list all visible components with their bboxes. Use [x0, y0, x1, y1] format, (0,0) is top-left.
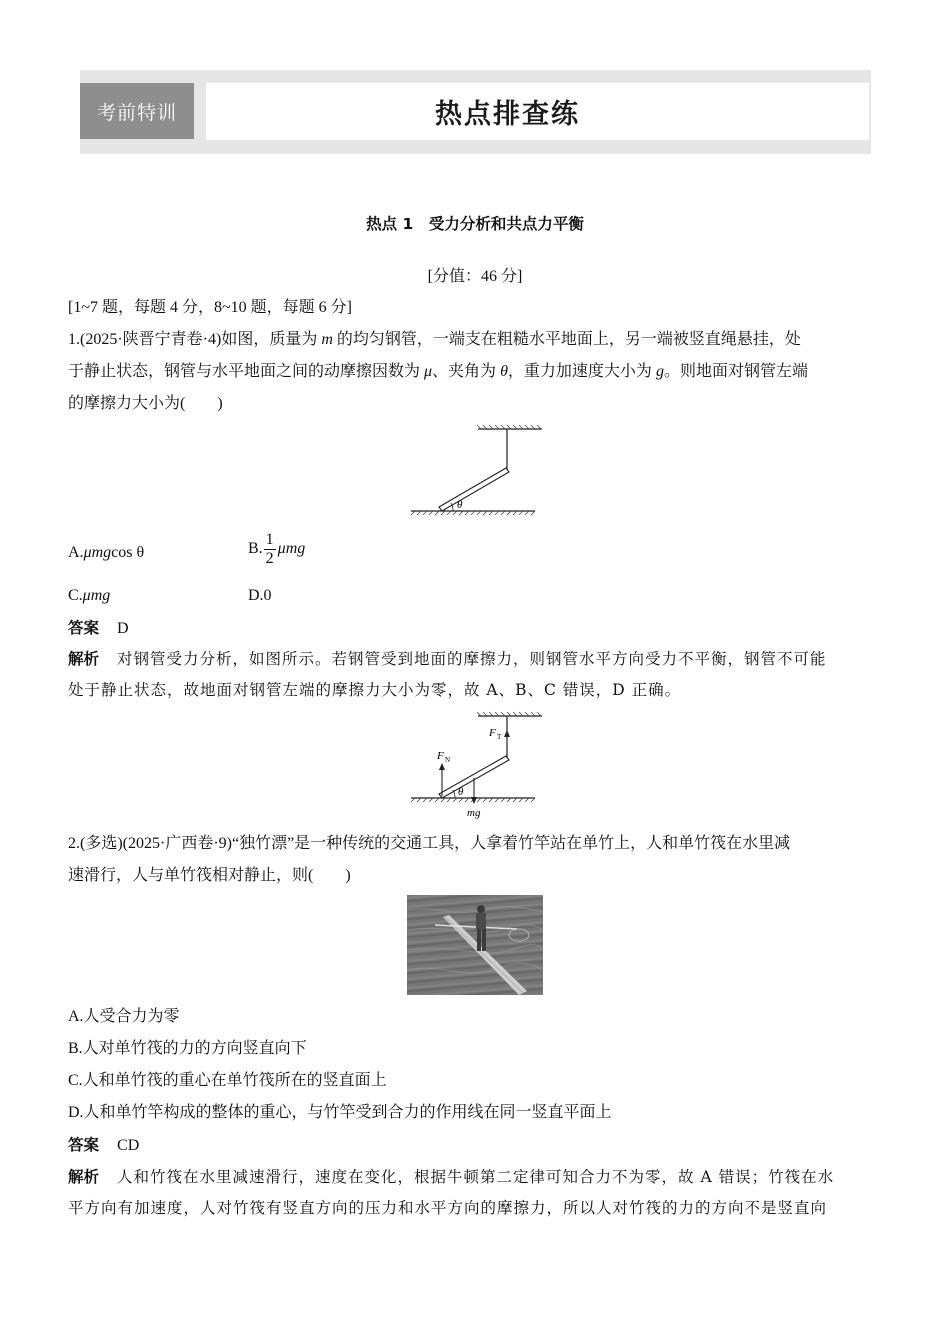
force-label-normal: F — [437, 750, 444, 762]
q2-option-b: B.人对单竹筏的力的方向竖直向下 — [68, 1040, 307, 1057]
q1-stem-line-3: 的摩擦力大小为( ) — [68, 395, 223, 412]
force-label-tension-sub: T — [497, 733, 502, 741]
q2-option-c: C.人和单竹筏的重心在单竹筏所在的竖直面上 — [68, 1072, 387, 1089]
q1-stem-line-1: 1.(2025·陕晋宁青卷·4)如图，质量为 m 的均匀钢管，一端支在粗糙水平地面上，另一端被竖直绳悬挂，处 — [68, 331, 801, 348]
q2-stem-line-1: 2.(多选)(2025·广西卷·9)“独竹漂”是一种传统的交通工具，人拿着竹竿站在单竹上，人和单竹筏在水里减 — [68, 835, 791, 852]
score-info: [分值：46 分] — [427, 268, 523, 285]
q2-option-a: A.人受合力为零 — [68, 1008, 180, 1025]
q1-option-b-fraction: $\frac{1}{2}$ — [265, 531, 274, 567]
q1-analysis-line-1: 解析 对钢管受力分析，如图所示。若钢管受到地面的摩擦力，则钢管水平方向受力不平衡，钢管不可能 — [68, 650, 827, 668]
q1-option-d: D.0 — [248, 587, 272, 604]
force-label-tension: F — [489, 727, 496, 739]
page-title: 热点排查练 — [435, 99, 580, 130]
q1-option-a: A.μmgcos θ — [68, 544, 145, 561]
q1-option-b: B. $\frac{1}{2}$ μmg — [248, 531, 306, 567]
q2-photo-bamboo-rafting — [407, 895, 543, 995]
force-diagram-theta: θ — [458, 786, 464, 798]
q1-stem-line-2: 于静止状态，钢管与水平地面之间的动摩擦因数为 μ、夹角为 θ，重力加速度大小为 g。则地面对钢管左端 — [68, 363, 808, 380]
q2-photo-scene — [407, 895, 543, 995]
q1-analysis-line-2: 处于静止状态，故地面对钢管左端的摩擦力大小为零，故 A、B、C 错误，D 正确。 — [68, 681, 682, 699]
q1-figure-theta: θ — [457, 499, 463, 511]
q1-force-diagram — [405, 708, 545, 822]
force-label-gravity: mg — [467, 807, 481, 819]
q2-analysis-line-1: 解析 人和竹筏在水里减速滑行，速度在变化，根据牛顿第二定律可知合力不为零，故 A 错误；竹筏在水 — [68, 1168, 835, 1186]
scoring-rules: [1~7 题，每题 4 分，8~10 题，每题 6 分] — [68, 299, 352, 316]
header-title-box — [206, 83, 869, 140]
q2-answer: 答案 CD — [68, 1136, 140, 1154]
force-label-normal-sub: N — [445, 756, 451, 764]
q2-analysis-line-2: 平方向有加速度，人对竹筏有竖直方向的压力和水平方向的摩擦力，所以人对竹筏的力的方向不是竖直向 — [68, 1199, 828, 1217]
q1-option-c: C.μmg — [68, 587, 111, 604]
header-tag: 考前特训 — [80, 83, 194, 139]
section-title: 热点 1 受力分析和共点力平衡 — [366, 215, 584, 233]
q2-option-d: D.人和单竹竿构成的整体的重心，与竹竿受到合力的作用线在同一竖直平面上 — [68, 1104, 612, 1121]
q1-answer: 答案 D — [68, 619, 129, 637]
q1-figure-pipe — [405, 424, 545, 518]
q2-stem-line-2: 速滑行，人与单竹筏相对静止，则( ) — [68, 867, 351, 884]
